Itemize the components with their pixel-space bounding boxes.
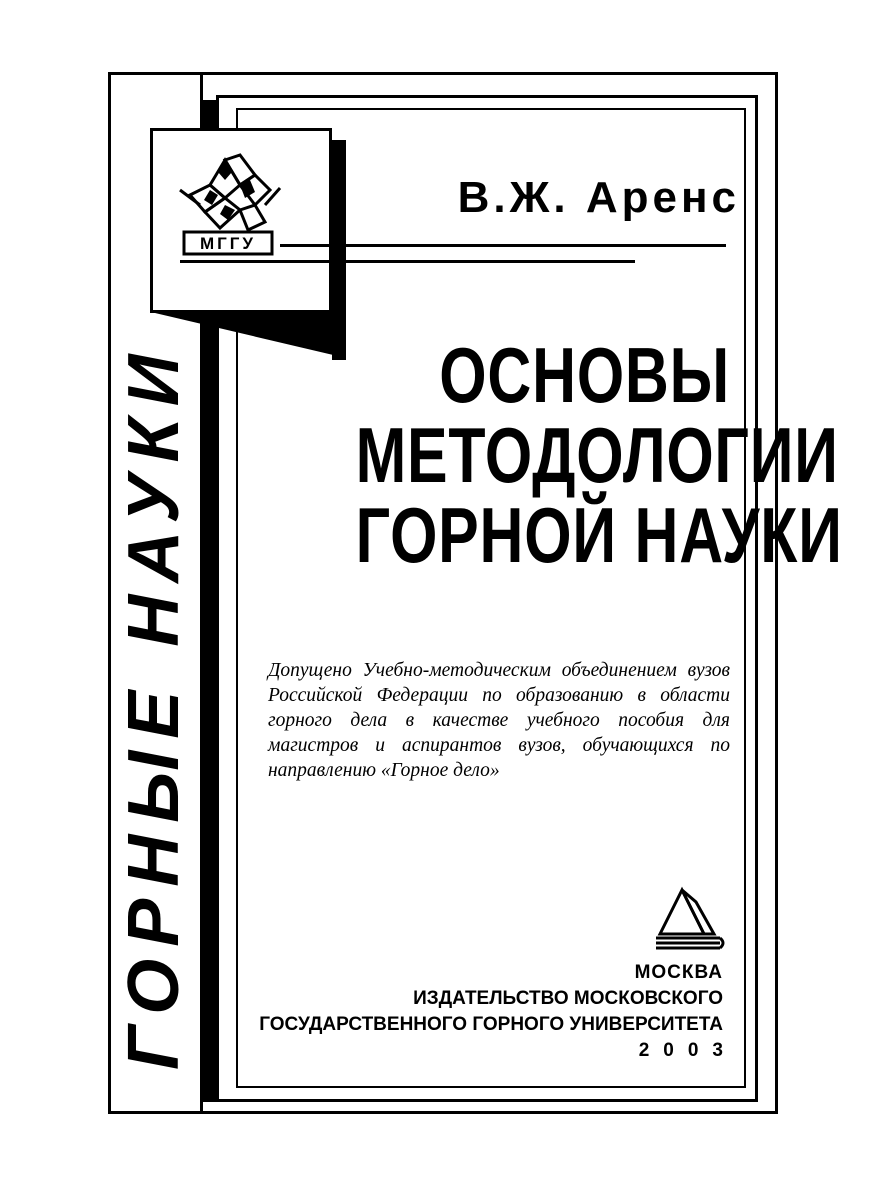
approval-statement: Допущено Учебно-методическим объединением вузов Российской Федерации по образованию в области горного дела в качестве учебного пособия для магистров и аспирантов вузов, обучающихся по направлению «Горное дело»	[268, 660, 730, 781]
author-name: В.Ж. Аренс	[457, 173, 740, 222]
publisher-line: ГОСУДАРСТВЕННОГО ГОРНОГО УНИВЕРСИТЕТА	[259, 1014, 723, 1035]
book-title	[355, 331, 843, 579]
publisher-logo-icon	[652, 882, 727, 952]
publisher-line: ИЗДАТЕЛЬСТВО МОСКОВСКОГО	[413, 988, 723, 1009]
publisher-city: МОСКВА	[634, 962, 723, 983]
divider-rule-lower	[180, 260, 635, 263]
publication-year: 2003	[638, 1040, 737, 1061]
title-line: ГОРНОЙ НАУКИ	[355, 491, 843, 579]
university-logo-icon	[170, 150, 290, 260]
title-line: МЕТОДОЛОГИИ	[355, 411, 839, 499]
publisher-block	[240, 960, 737, 1064]
series-title: ГОРНЫЕ НАУКИ	[114, 342, 194, 1070]
divider-rule	[280, 244, 726, 247]
logo-shadow-right	[332, 140, 346, 360]
title-line: ОСНОВЫ	[439, 331, 730, 419]
logo-caption: МГГУ	[199, 234, 257, 253]
